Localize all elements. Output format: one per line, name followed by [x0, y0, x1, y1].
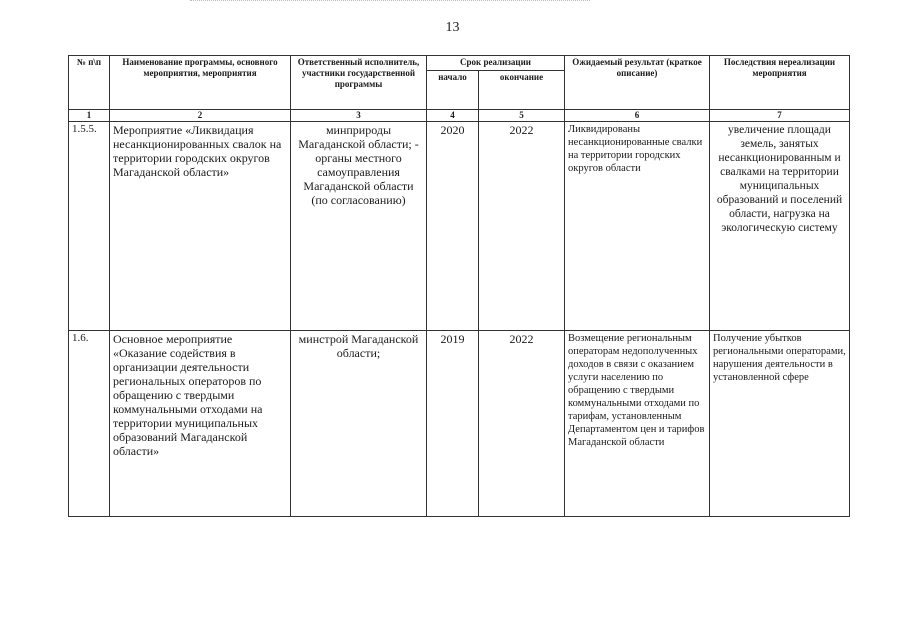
program-activities-table: [68, 55, 850, 517]
header-responsible: Ответственный исполнитель, участники государственной программы: [291, 56, 427, 110]
page-number: 13: [445, 20, 460, 35]
end-year: 2022: [479, 331, 565, 517]
non-implementation-consequences: увеличение площади земель, занятых несанкционированным и свалками на территории муниципальных образований и поселений области, нагрузка на экологическую систему: [710, 122, 850, 331]
responsible-executor: минприроды Магаданской области; - органы местного самоуправления Магаданской области (по согласованию): [291, 122, 427, 331]
scan-edge-line: [190, 0, 590, 2]
expected-result: Возмещение региональным операторам недополученных доходов в связи с оказанием услуги населению по обращению с твердыми коммунальными отходами по тарифам, установленным Департаментом цен и тарифов Магаданской области: [565, 331, 710, 517]
header-start: начало: [427, 71, 479, 110]
start-year: 2019: [427, 331, 479, 517]
responsible-executor: минстрой Магаданской области;: [291, 331, 427, 517]
table-row: [69, 331, 850, 517]
expected-result: Ликвидированы несанкционированные свалки на территории городских округов области: [565, 122, 710, 331]
row-number: 1.5.5.: [69, 122, 110, 331]
non-implementation-consequences: Получение убытков региональными операторами, нарушения деятельности в установленной сфере: [710, 331, 850, 517]
header-row: [69, 56, 850, 71]
activity-name: Основное мероприятие «Оказание содействия в организации деятельности региональных операторов по обращению с твердыми коммунальными отходами на территории муниципальных образований Магаданской области»: [110, 331, 291, 517]
header-consequences: Последствия нереализации мероприятия: [710, 56, 850, 110]
start-year: 2020: [427, 122, 479, 331]
header-num: № п\п: [69, 56, 110, 110]
table-row: [69, 122, 850, 331]
header-end: окончание: [479, 71, 565, 110]
column-number: 5: [479, 110, 565, 122]
column-number: 1: [69, 110, 110, 122]
header-period: Срок реализации: [427, 56, 565, 71]
column-number: 4: [427, 110, 479, 122]
column-number: 7: [710, 110, 850, 122]
row-number: 1.6.: [69, 331, 110, 517]
column-number: 6: [565, 110, 710, 122]
header-result: Ожидаемый результат (краткое описание): [565, 56, 710, 110]
column-number-row: [69, 110, 850, 122]
end-year: 2022: [479, 122, 565, 331]
header-name: Наименование программы, основного мероприятия, мероприятия: [110, 56, 291, 110]
column-number: 3: [291, 110, 427, 122]
activity-name: Мероприятие «Ликвидация несанкционированных свалок на территории городских округов Магаданской области»: [110, 122, 291, 331]
column-number: 2: [110, 110, 291, 122]
